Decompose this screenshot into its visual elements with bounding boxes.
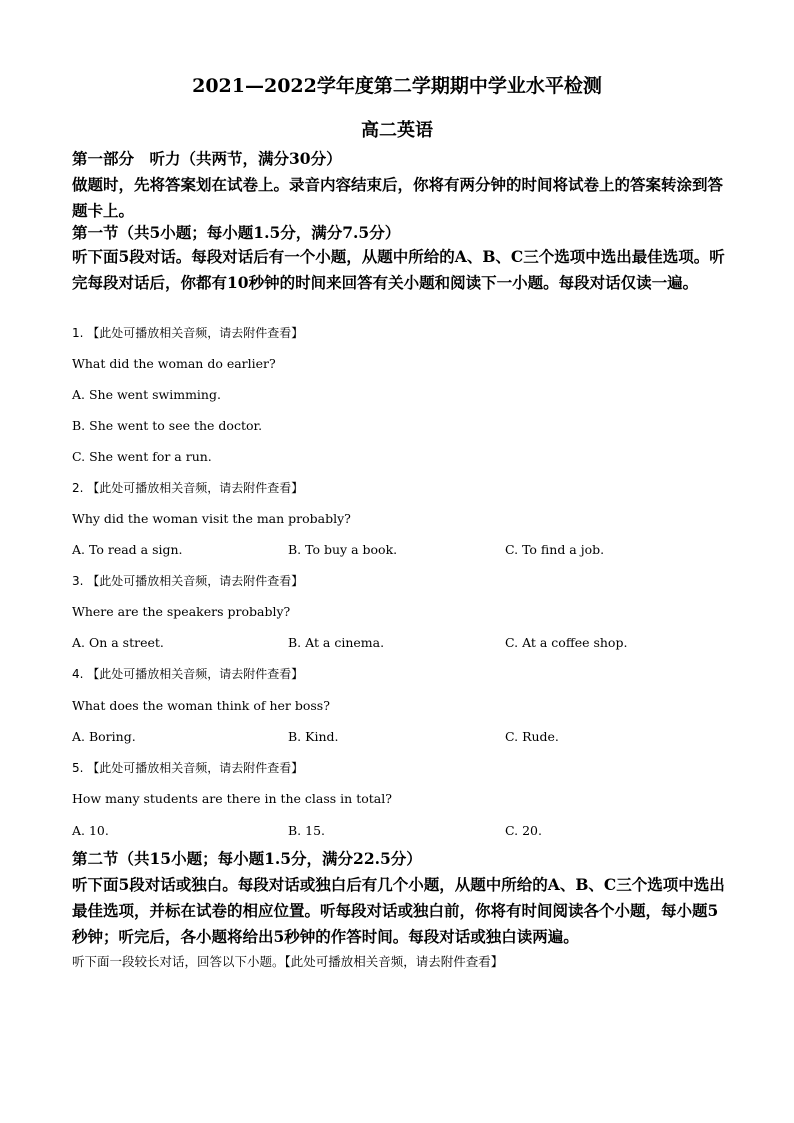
question-4-option-a[interactable]: A. Boring.	[72, 729, 136, 744]
question-2-option-a[interactable]: A. To read a sign.	[72, 542, 183, 557]
question-2-option-b[interactable]: B. To buy a book.	[288, 542, 398, 557]
question-1-audio-label[interactable]: 1. 【此处可播放相关音频，请去附件查看】	[72, 326, 304, 340]
question-5-audio-label[interactable]: 5. 【此处可播放相关音频，请去附件查看】	[72, 761, 304, 775]
part1-instruction: 做题时，先将答案划在试卷上。录音内容结束后，你将有两分钟的时间将试卷上的答案转涂到答题卡上。	[72, 175, 724, 220]
question-3-option-c[interactable]: C. At a coffee shop.	[505, 635, 628, 650]
section1-heading: 第一节（共5小题；每小题1.5分，满分7.5分）	[72, 223, 401, 242]
question-4-audio-label[interactable]: 4. 【此处可播放相关音频，请去附件查看】	[72, 667, 304, 681]
question-5-option-b[interactable]: B. 15.	[288, 823, 326, 838]
question-4-text: What does the woman think of her boss?	[72, 698, 330, 713]
exam-title: 2021—2022学年度第二学期期中学业水平检测	[192, 75, 602, 97]
question-3-option-a[interactable]: A. On a street.	[72, 635, 164, 650]
part1-heading: 第一部分 听力（共两节，满分30分）	[72, 149, 342, 168]
section2-heading: 第二节（共15小题；每小题1.5分，满分22.5分）	[72, 849, 422, 868]
question-4-options	[72, 728, 732, 746]
question-3-audio-label[interactable]: 3. 【此处可播放相关音频，请去附件查看】	[72, 574, 304, 588]
question-3-text: Where are the speakers probably?	[72, 604, 291, 619]
question-2-text: Why did the woman visit the man probably?	[72, 511, 351, 526]
question-2-audio-label[interactable]: 2. 【此处可播放相关音频，请去附件查看】	[72, 481, 304, 495]
section2-instruction: 听下面5段对话或独白。每段对话或独白后有几个小题，从题中所给的A、B、C三个选项中选出最佳选项，并标在试卷的相应位置。听每段对话或独白前，你将有时间阅读各个小题，每小题5秒钟；听完后，各小题将给出5秒钟的作答时间。每段对话或独白读两遍。	[72, 875, 725, 946]
question-2-option-c[interactable]: C. To find a job.	[505, 542, 605, 557]
question-1-text: What did the woman do earlier?	[72, 356, 276, 371]
question-5-option-a[interactable]: A. 10.	[72, 823, 109, 838]
question-5-option-c[interactable]: C. 20.	[505, 823, 542, 838]
question-5-options	[72, 822, 732, 840]
exam-subject: 高二英语	[361, 120, 433, 141]
question-5-text: How many students are there in the class in total?	[72, 791, 392, 806]
question-3-options	[72, 634, 732, 652]
section1-instruction: 听下面5段对话。每段对话后有一个小题，从题中所给的A、B、C三个选项中选出最佳选项。听完每段对话后，你都有10秒钟的时间来回答有关小题和阅读下一小题。每段对话仅读一遍。	[72, 247, 725, 292]
question-1-option-c[interactable]: C. She went for a run.	[72, 449, 212, 464]
question-4-option-b[interactable]: B. Kind.	[288, 729, 339, 744]
question-1-option-b[interactable]: B. She went to see the doctor.	[72, 418, 263, 433]
section2-audio-note[interactable]: 听下面一段较长对话，回答以下小题。【此处可播放相关音频，请去附件查看】	[72, 954, 504, 969]
question-3-option-b[interactable]: B. At a cinema.	[288, 635, 385, 650]
question-2-options	[72, 541, 732, 559]
question-4-option-c[interactable]: C. Rude.	[505, 729, 559, 744]
question-1-option-a[interactable]: A. She went swimming.	[72, 387, 221, 402]
